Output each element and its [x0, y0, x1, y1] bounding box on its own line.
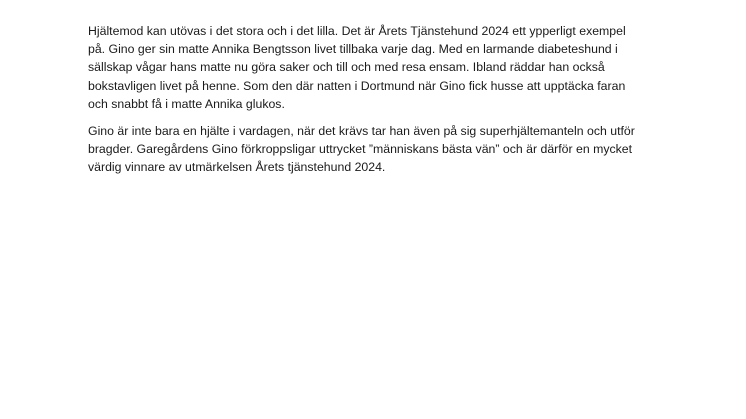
- text-line: på. Gino ger sin matte Annika Bengtsson livet tillbaka varje dag. Med en larmande diabeteshund i: [88, 42, 618, 57]
- text-line: Hjältemod kan utövas i det stora och i det lilla. Det är Årets Tjänstehund 2024 ett ypperligt exempel: [88, 24, 626, 38]
- paragraph-2: [88, 122, 668, 177]
- text-line: värdig vinnare av utmärkelsen Årets tjänstehund 2024.: [88, 160, 386, 175]
- text-line: Gino är inte bara en hjälte i vardagen, när det krävs tar han även på sig superhjältemanteln och utför: [88, 124, 635, 139]
- text-line: sällskap vågar hans matte nu göra saker och till och med resa ensam. Ibland räddar han också: [88, 60, 605, 75]
- text-line: bokstavligen livet på henne. Som den där natten i Dortmund när Gino fick husse att upptäcka faran: [88, 78, 626, 93]
- text-line: och snabbt få i matte Annika glukos.: [88, 96, 285, 111]
- document-body: [88, 22, 668, 177]
- text-line: bragder. Garegårdens Gino förkroppsligar uttrycket ”människans bästa vän” och är därför en mycket: [88, 142, 633, 157]
- paragraph-1: [88, 22, 668, 113]
